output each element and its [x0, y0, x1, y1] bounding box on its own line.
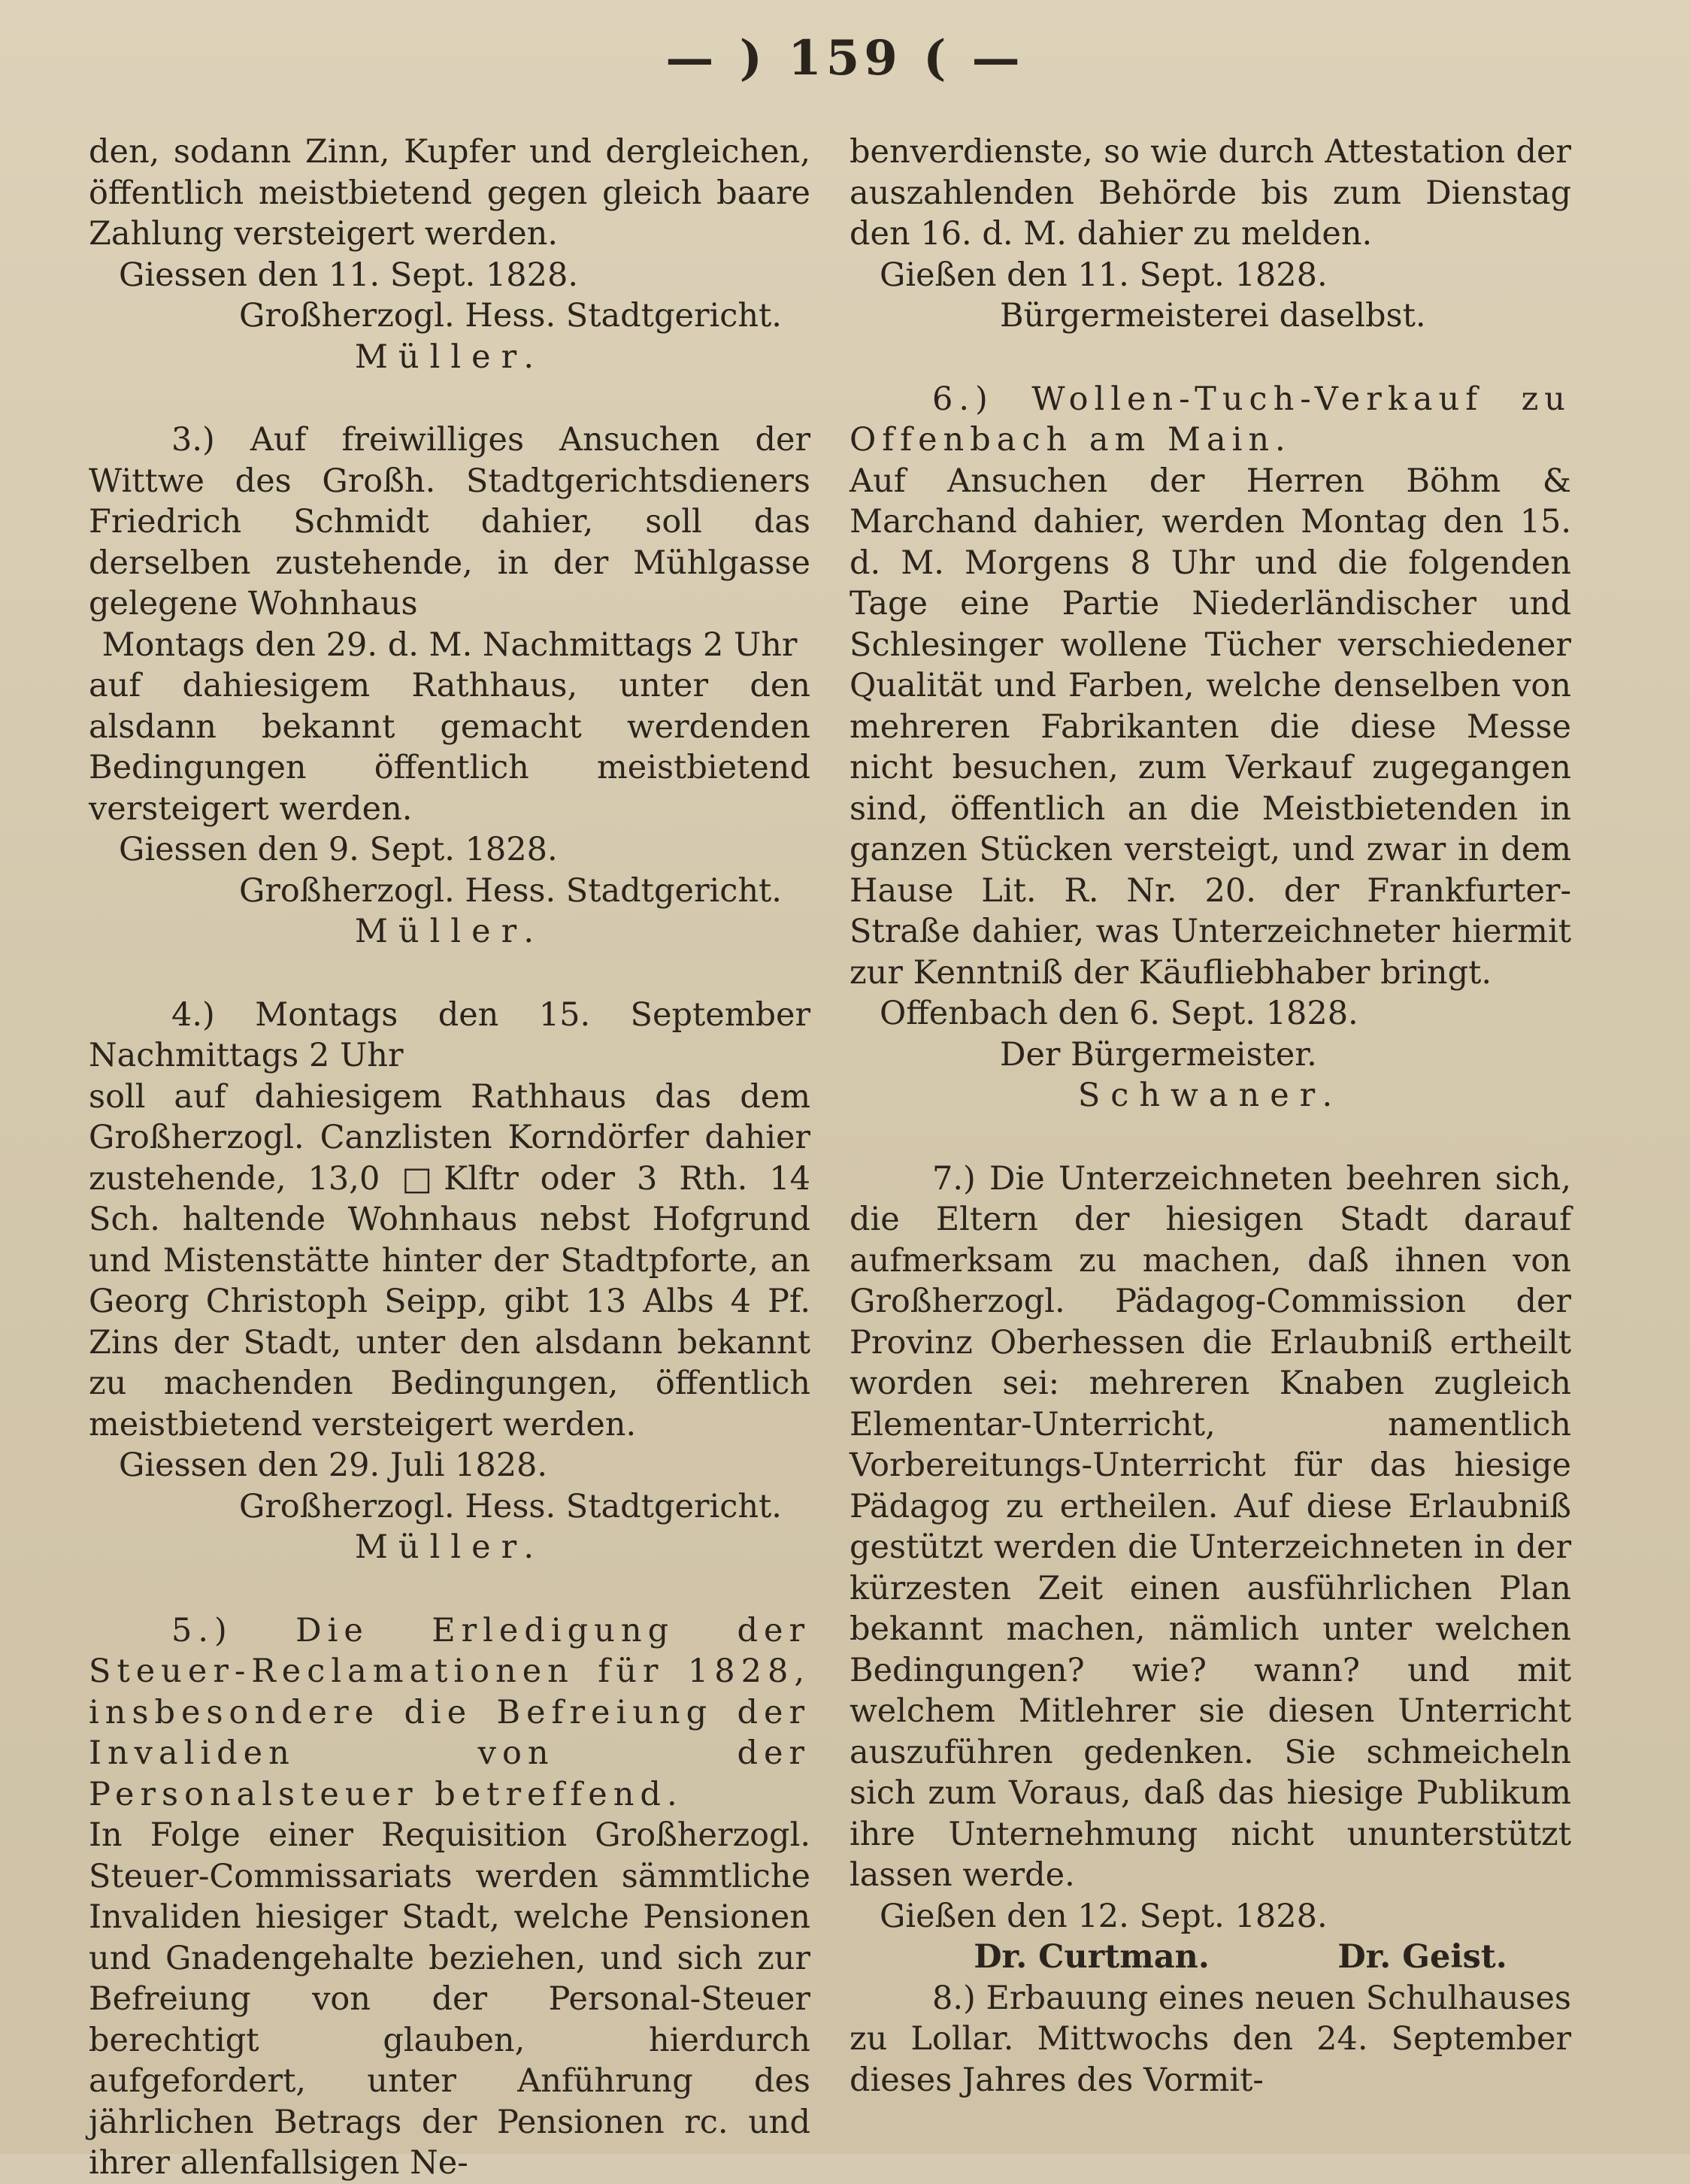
left-column — [89, 132, 810, 2184]
notice-6 — [850, 379, 1571, 1116]
notice-2-continuation — [89, 132, 810, 377]
notice-8 — [850, 1978, 1571, 2101]
notice-authority: Bürgermeisterei daselbst. — [1000, 297, 1426, 335]
page-number: — ) 159 ( — — [665, 30, 1025, 86]
notice-text: auf dahiesigem Rathhaus, unter den alsdann bekannt gemacht werdenden Bedingungen öffentlich meistbietend versteigert werden. — [89, 667, 810, 828]
notice-5 — [89, 1610, 810, 2184]
notice-text: 3.) Auf freiwilliges Ansuchen der Wittwe des Großh. Stadtgerichtsdieners Friedrich Schmidt dahier, soll das derselben zustehende, in der Mühlgasse gelegene Wohnhaus — [89, 421, 810, 622]
notice-date: Giessen den 9. Sept. 1828. — [119, 831, 558, 868]
notice-date: Giessen den 11. Sept. 1828. — [119, 256, 579, 294]
notice-7 — [850, 1159, 1571, 1978]
signature-curtman: Dr. Curtman. — [974, 1938, 1210, 1976]
notice-authority: Großherzogl. Hess. Stadtgericht. — [239, 297, 782, 335]
signature-geist: Dr. Geist. — [1337, 1938, 1507, 1976]
notice-date: Offenbach den 6. Sept. 1828. — [880, 995, 1358, 1032]
notice-text: 8.) Erbauung eines neuen Schulhauses zu Lollar. Mittwochs den 24. September dieses Jahres des Vormit- — [850, 1979, 1571, 2099]
notice-date: Giessen den 29. Juli 1828. — [119, 1446, 548, 1484]
notice-time: 4.) Montags den 15. September Nachmittags 2 Uhr — [89, 995, 810, 1074]
notice-5-continuation — [850, 132, 1571, 337]
notice-3 — [89, 420, 810, 953]
notice-signature: Müller. — [354, 338, 545, 376]
notice-signature: Müller. — [354, 913, 545, 950]
notice-authority: Der Bürgermeister. — [1000, 1035, 1317, 1074]
notice-text: Auf Ansuchen der Herren Böhm & Marchand dahier, werden Montag den 15. d. M. Morgens 8 Uhr und die folgenden Tage eine Partie Niederländischer und Schlesinger wollene Tücher verschiedener Qualität und Farben, welche denselben von mehreren Fabrikanten die diese Messe nicht besuchen, zum Verkauf zugegangen sind, öffentlich an die Meistbietenden in ganzen Stücken versteigt, und zwar in dem Hause Lit. R. Nr. 20. der Frankfurter-Straße dahier, was Unterzeichneter hiermit zur Kenntniß der Käufliebhaber bringt. — [850, 462, 1571, 992]
notice-date: Gießen den 12. Sept. 1828. — [880, 1897, 1328, 1935]
notice-text: soll auf dahiesigem Rathhaus das dem Großherzogl. Canzlisten Korndörfer dahier zustehende, 13,0 □Klftr oder 3 Rth. 14 Sch. haltende Wohnhaus nebst Hofgrund und Mistenstätte hinter der Stadtpforte, an Georg Christoph Seipp, gibt 13 Albs 4 Pf. Zins der Stadt, unter den alsdann bekannt zu machenden Bedingungen, öffentlich meistbietend versteigert werden. — [89, 1077, 810, 1443]
notice-signature: Müller. — [354, 1528, 545, 1566]
notice-signature: Schwaner. — [1077, 1077, 1343, 1114]
notice-date: Gießen den 11. Sept. 1828. — [880, 256, 1328, 294]
notice-text: benverdienste, so wie durch Attestation der auszahlenden Behörde bis zum Dienstag den 16. d. M. dahier zu melden. — [850, 133, 1571, 253]
notice-authority: Großherzogl. Hess. Stadtgericht. — [239, 871, 782, 910]
notice-time: Montags den 29. d. M. Nachmittags 2 Uhr — [101, 626, 798, 664]
notice-4 — [89, 995, 810, 1568]
right-column — [850, 132, 1571, 2101]
notice-text: den, sodann Zinn, Kupfer und dergleichen, öffentlich meistbietend gegen gleich baare Zahlung versteigert werden. — [89, 133, 810, 253]
notice-text: In Folge einer Requisition Großherzogl. Steuer-Commissariats werden sämmtliche Invaliden hiesiger Stadt, welche Pensionen und Gnadengehalte beziehen, und sich zur Befreiung von der Personal-Steuer berechtigt glauben, hierdurch aufgefordert, unter Anführung des jährlichen Betrags der Pensionen rc. und ihrer allenfallsigen Ne- — [89, 1816, 810, 2182]
notice-heading: 5.) Die Erledigung der Steuer-Reclamationen für 1828, insbesondere die Befreiung der Invaliden von der Personalsteuer betreffend. — [89, 1611, 810, 1813]
notice-authority: Großherzogl. Hess. Stadtgericht. — [239, 1487, 782, 1525]
notice-signatures — [850, 1937, 1571, 1978]
notice-heading: 6.) Wollen-Tuch-Verkauf zu Offenbach am Main. — [850, 380, 1571, 459]
notice-text: 7.) Die Unterzeichneten beehren sich, die Eltern der hiesigen Stadt darauf aufmerksam zu machen, daß ihnen von Großherzogl. Pädagog-Commission der Provinz Oberhessen die Erlaubniß ertheilt worden sei: mehreren Knaben zugleich Elementar-Unterricht, namentlich Vorbereitungs-Unterricht für das hiesige Pädagog zu ertheilen. Auf diese Erlaubniß gestützt werden die Unterzeichneten in der kürzesten Zeit einen ausführlichen Plan bekannt machen, nämlich unter welchen Bedingungen? wie? wann? und mit welchem Mitlehrer sie diesen Unterricht auszuführen gedenken. Sie schmeicheln sich zum Voraus, daß das hiesige Publikum ihre Unternehmung nicht ununterstützt lassen werde. — [850, 1159, 1571, 1894]
